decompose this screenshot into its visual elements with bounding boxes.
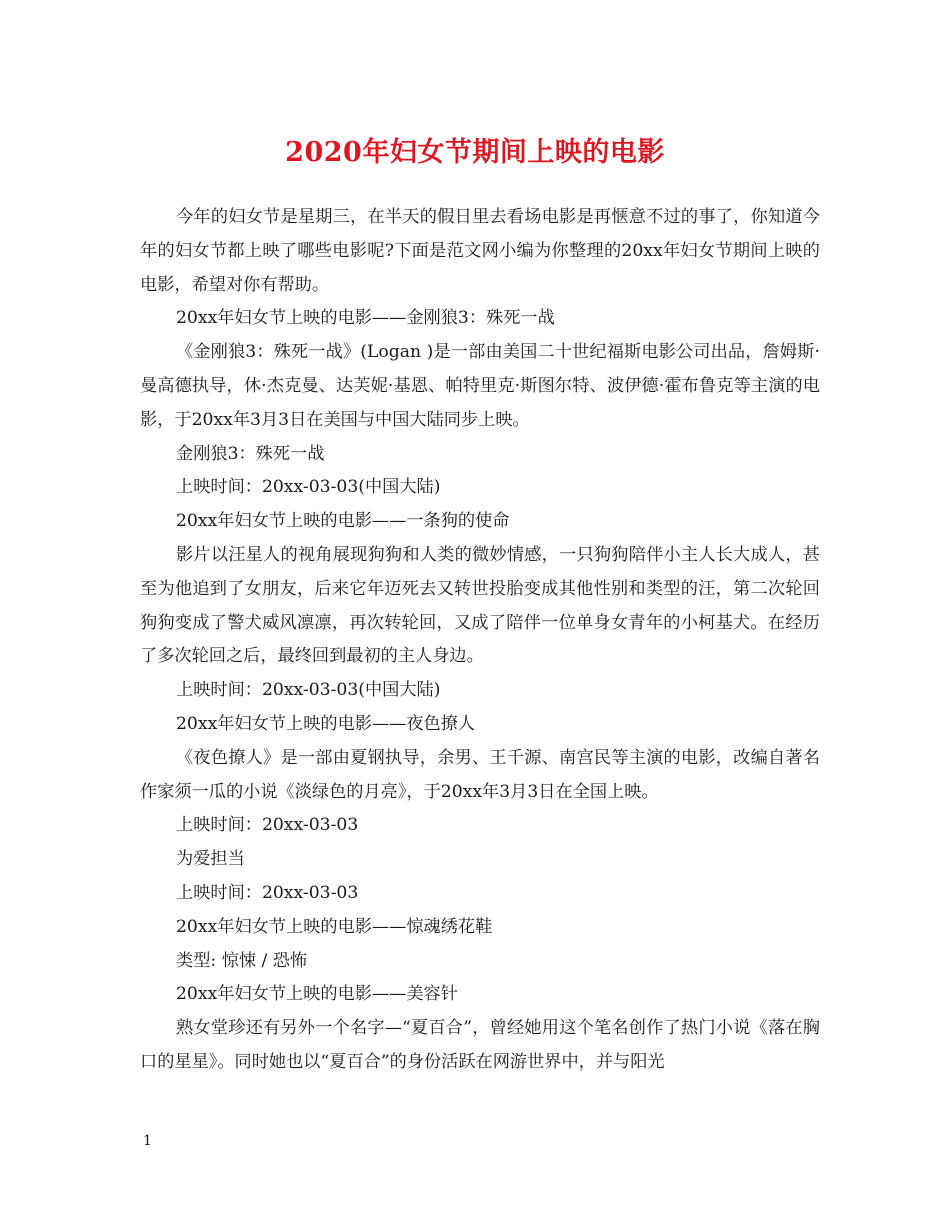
release-date-logan: 上映时间：20xx-03-03(中国大陆) xyxy=(176,477,441,498)
section-heading-embroidered-shoes: 20xx年妇女节上映的电影——惊魂绣花鞋 xyxy=(176,916,493,937)
intro-paragraph: 今年的妇女节是星期三，在半天的假日里去看场电影是再惬意不过的事了，你知道今年的妇女节都上映了哪些电影呢?下面是范文网小编为你整理的20xx年妇女节期间上映的电影，希望对你有帮助。 xyxy=(140,207,820,295)
paragraph-logan-description: 《金刚狼3：殊死一战》(Logan )是一部由美国二十世纪福斯电影公司出品，詹姆斯·曼高德执导，休·杰克曼、达芙妮·基恩、帕特里克·斯图尔特、波伊德·霍布鲁克等主演的电影，于20xx年3月3日在美国与中国大陆同步上映。 xyxy=(140,342,820,430)
release-date-night-charm: 上映时间：20xx-03-03 xyxy=(176,815,359,836)
release-date-dogs-purpose: 上映时间：20xx-03-03(中国大陆) xyxy=(176,680,441,701)
section-heading-night-charm: 20xx年妇女节上映的电影——夜色撩人 xyxy=(176,713,476,734)
document-body xyxy=(140,201,820,1080)
section-heading-beauty-needle: 20xx年妇女节上映的电影——美容针 xyxy=(176,984,458,1005)
section-heading-logan: 20xx年妇女节上映的电影——金刚狼3：殊死一战 xyxy=(176,308,555,329)
genre-embroidered-shoes: 类型: 惊悚 / 恐怖 xyxy=(176,950,308,971)
paragraph-beauty-needle-description: 熟女堂珍还有另外一个名字—“夏百合”，曾经她用这个笔名创作了热门小说《落在胸口的星星》。同时她也以“夏百合”的身份活跃在网游世界中，并与阳光 xyxy=(140,1018,820,1072)
release-date-for-love: 上映时间：20xx-03-03 xyxy=(176,882,359,903)
paragraph-dogs-purpose-description: 影片以汪星人的视角展现狗狗和人类的微妙情感，一只狗狗陪伴小主人长大成人，甚至为他追到了女朋友，后来它年迈死去又转世投胎变成其他性别和类型的汪，第二次轮回狗狗变成了警犬威风凛凛，再次转轮回，又成了陪伴一位单身女青年的小柯基犬。在经历了多次轮回之后，最终回到最初的主人身边。 xyxy=(140,544,820,667)
section-heading-dogs-purpose: 20xx年妇女节上映的电影——一条狗的使命 xyxy=(176,511,510,532)
paragraph-night-charm-description: 《夜色撩人》是一部由夏钢执导，余男、王千源、南宫民等主演的电影，改编自著名作家须一瓜的小说《淡绿色的月亮》，于20xx年3月3日在全国上映。 xyxy=(140,747,820,802)
movie-name-for-love: 为爱担当 xyxy=(176,849,245,870)
page-title: 2020年妇女节期间上映的电影 xyxy=(285,137,665,168)
movie-name-logan: 金刚狼3：殊死一战 xyxy=(176,443,325,464)
page-number: 1 xyxy=(143,1133,152,1149)
